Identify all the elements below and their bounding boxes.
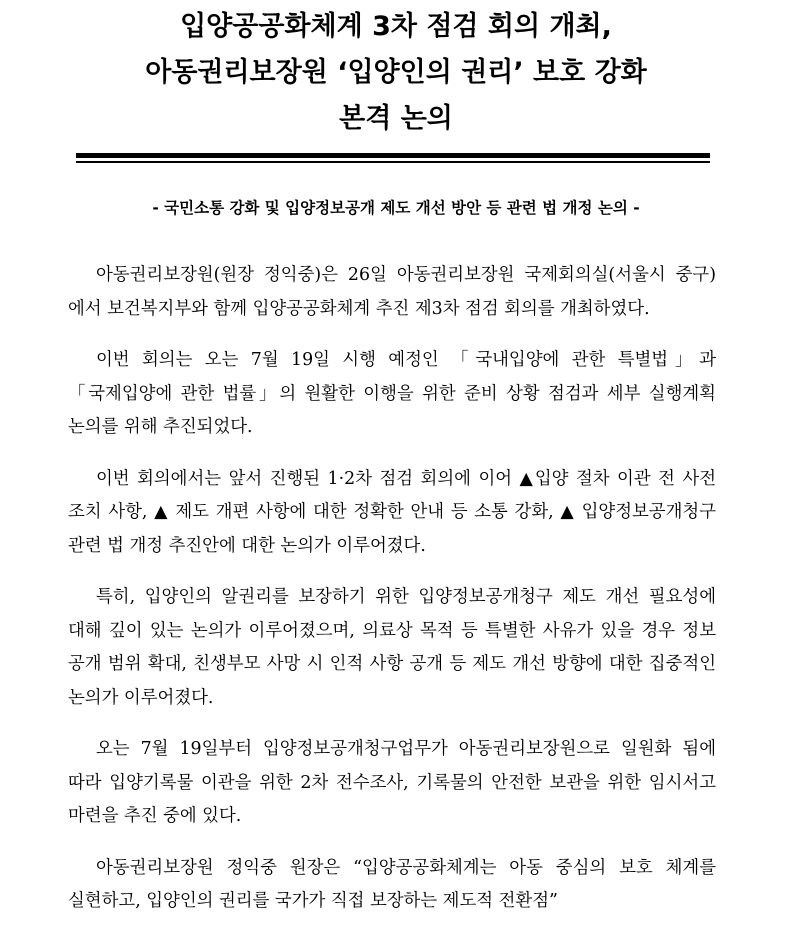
paragraph: 아동권리보장원 정익중 원장은 “입양공공화체계는 아동 중심의 보호 체계를 실현하고, 입양인의 권리를 국가가 직접 보장하는 제도적 전환점” <box>68 857 716 911</box>
paragraph: 이번 회의에서는 앞서 진행된 1·2차 점검 회의에 이어 ▲입양 절차 이관 전 사전 조치 사항, ▲ 제도 개편 사항에 대한 정확한 안내 등 소통 강화, ▲ 입양정보공개청구 관련 법 개정 추진안에 대한 논의가 이루어졌다. <box>68 468 716 556</box>
title-line-2: 아동권리보장원 ‘입양인의 권리’ 보호 강화 <box>145 57 647 88</box>
title-divider-thin <box>76 161 710 163</box>
paragraph: 특히, 입양인의 알권리를 보장하기 위한 입양정보공개청구 제도 개선 필요성에 대해 깊이 있는 논의가 이루어졌으며, 의료상 목적 등 특별한 사유가 있을 경우 정보 공개 범위 확대, 친생부모 사망 시 인적 사항 공개 등 제도 개선 방향에 대한 집중적인 논의가 이루어졌다. <box>68 587 716 708</box>
press-release-title <box>0 4 792 142</box>
paragraph: 오는 7월 19일부터 입양정보공개청구업무가 아동권리보장원으로 일원화 됨에 따라 입양기록물 이관을 위한 2차 전수조사, 기록물의 안전한 보관을 위한 임시서고 마련을 추진 중에 있다. <box>68 739 716 826</box>
paragraph: 아동권리보장원(원장 정익중)은 26일 아동권리보장원 국제회의실(서울시 중구)에서 보건복지부와 함께 입양공공화체계 추진 제3차 점검 회의를 개최하였다. <box>68 265 716 319</box>
article-body <box>68 259 716 937</box>
subtitle: - 국민소통 강화 및 입양정보공개 제도 개선 방안 등 관련 법 개정 논의 - <box>152 199 640 217</box>
paragraph: 이번 회의는 오는 7월 19일 시행 예정인 「국내입양에 관한 특별법」과 「국제입양에 관한 법률」의 원활한 이행을 위한 준비 상황 점검과 세부 실행계획 논의를 위해 추진되었다. <box>68 350 716 437</box>
title-line-1: 입양공공화체계 3차 점검 회의 개최, <box>180 11 612 42</box>
title-line-3: 본격 논의 <box>339 103 453 134</box>
title-divider-thick <box>76 153 710 158</box>
